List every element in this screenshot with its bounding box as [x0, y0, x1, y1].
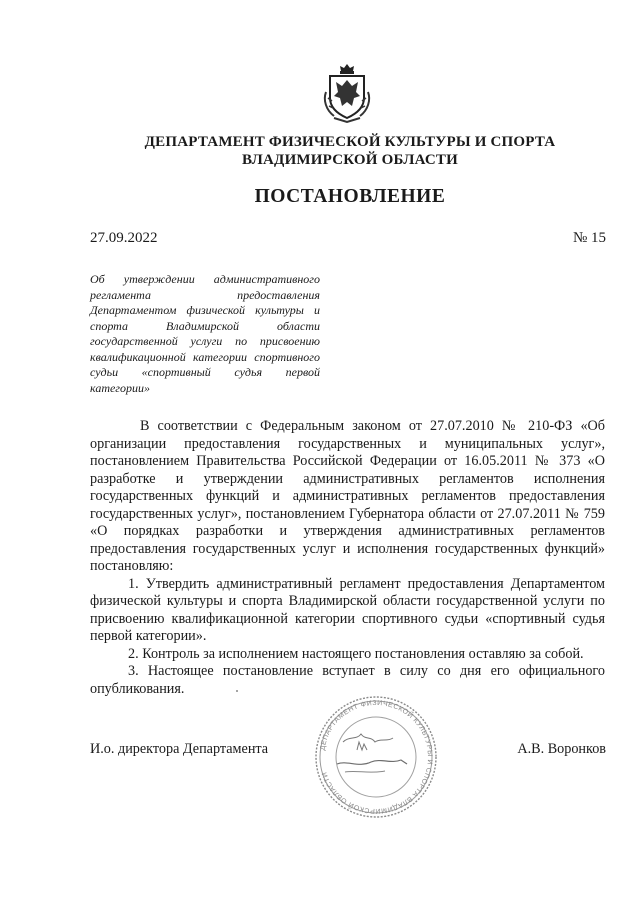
document-title: ПОСТАНОВЛЕНИЕ — [254, 186, 446, 207]
document-body — [90, 418, 605, 698]
preamble-paragraph: В соответствии с Федеральным законом от 27.07.2010 № 210-ФЗ «Об организации предоставления государственных и муниципальных услуг», постановлением Правительства Российской Федерации от 16.05.2011 № 373 «О разработке и утверждении административных регламентов исполнения государственных функций и административных регламентов предоставления государственных услуг», постановлением Губернатора области от 27.07.2011 № 759 «О порядках разработки и утверждения административных регламентов предоставления государственных услуг и исполнения государственных функций» постановляю: — [90, 418, 605, 574]
document-date: 27.09.2022 — [90, 230, 158, 246]
official-seal-icon — [305, 694, 447, 820]
department-name-line2: ВЛАДИМИРСКОЙ ОБЛАСТИ — [242, 152, 458, 168]
document-subject: Об утверждении административного регламента предоставления Департаментом физической культуры и спорта Владимирской области государственной услуги по присвоению квалификационной категории спортивного судьи «спортивный судья первой категории» — [90, 272, 320, 395]
list-item: 3. Настоящее постановление вступает в силу со дня его официального опубликования. — [90, 663, 605, 697]
scan-speck — [236, 690, 238, 692]
seal-text: ДЕПАРТАМЕНТ ФИЗИЧЕСКОЙ КУЛЬТУРЫ И СПОРТА ВЛАДИМИРСКОЙ ОБЛАСТИ — [319, 699, 434, 815]
signatory-name: А.В. Воронков — [517, 741, 606, 757]
list-item: 1. Утвердить административный регламент предоставления Департаментом физической культуры и спорта Владимирской области государственной услуги по присвоению квалификационной категории спортивного судьи «спортивный судья первой категории». — [90, 575, 605, 644]
list-item: 2. Контроль за исполнением настоящего постановления оставляю за собой. — [128, 645, 584, 662]
coat-of-arms-icon — [322, 62, 372, 126]
signatory-role: И.о. директора Департамента — [90, 741, 269, 757]
department-name-line1: ДЕПАРТАМЕНТ ФИЗИЧЕСКОЙ КУЛЬТУРЫ И СПОРТА — [144, 134, 556, 150]
document-number: № 15 — [572, 230, 606, 246]
